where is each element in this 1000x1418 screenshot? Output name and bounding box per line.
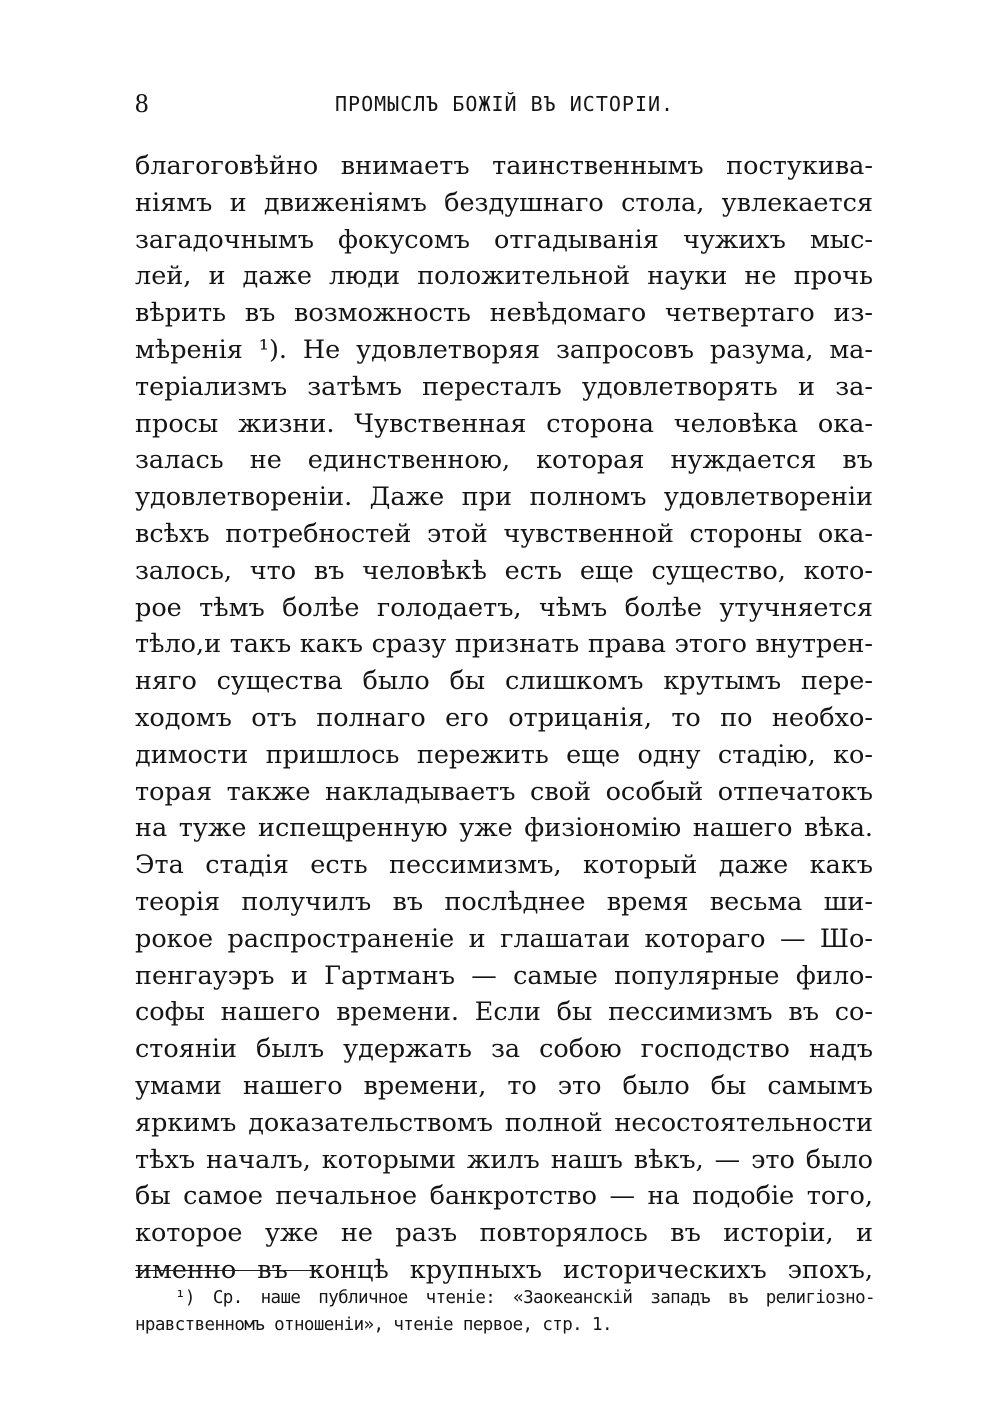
footnote-line: нравственномъ отношеніи», чтеніе первое, стр. 1.	[135, 1315, 612, 1335]
body-text	[135, 148, 873, 1289]
text-line: ходомъ отъ полнаго его отрицанія, то по необхо-	[135, 702, 873, 733]
footnote-line: ¹) Ср. наше публичное чтеніе: «Заокеанскій западъ въ религіозно-	[175, 1288, 875, 1308]
text-line: мѣренія ¹). Не удовлетворяя запросовъ разума, ма-	[135, 334, 873, 365]
text-line: Эта стадія есть пессимизмъ, который даже какъ	[135, 850, 873, 881]
running-head	[135, 88, 870, 118]
text-line: тѣло,и такъ какъ сразу признать права этого внутрен-	[135, 629, 873, 660]
text-line: лей, и даже люди положительной науки не прочь	[135, 261, 873, 292]
text-line: загадочнымъ фокусомъ отгадыванія чужихъ мыс-	[135, 224, 873, 255]
text-line: бы самое печальное банкротство — на подобіе того,	[135, 1181, 873, 1212]
text-line: рое тѣмъ болѣе голодаетъ, чѣмъ болѣе утучняется	[135, 592, 873, 623]
text-line: залось, что въ человѣкѣ есть еще существо, кото-	[135, 555, 873, 586]
text-line: просы жизни. Чувственная сторона человѣка ока-	[135, 408, 873, 439]
text-line: софы нашего времени. Если бы пессимизмъ въ со-	[135, 997, 873, 1028]
text-line: теріализмъ затѣмъ пересталъ удовлетворять и за-	[135, 371, 873, 402]
text-line: залась не единственною, которая нуждается въ	[135, 445, 873, 476]
text-line: рокое распространеніе и глашатаи котораго — Шо-	[135, 923, 873, 954]
text-line: яркимъ доказательствомъ полной несостоятельности	[135, 1107, 873, 1138]
page-number: 8	[135, 88, 149, 118]
text-line: удовлетвореніи. Даже при полномъ удовлетвореніи	[135, 482, 873, 513]
text-line: стояніи былъ удержать за собою господство надъ	[135, 1034, 873, 1065]
text-line: вѣрить въ возможность невѣдомаго четвертаго из-	[135, 298, 873, 329]
footnote-divider	[135, 1270, 320, 1271]
text-line: умами нашего времени, то это было бы самымъ	[135, 1070, 873, 1101]
text-line: димости пришлось пережить еще одну стадію, ко-	[135, 739, 873, 770]
footnotes	[135, 1285, 875, 1339]
text-line: благоговѣйно внимаетъ таинственнымъ постукива-	[135, 151, 873, 181]
text-line: тѣхъ началъ, которыми жилъ нашъ вѣкъ, — это было	[135, 1144, 873, 1175]
running-title: ПРОМЫСЛЪ БОЖІЙ ВЪ ИСТОРІИ.	[335, 92, 675, 116]
text-line: пенгауэръ и Гартманъ — самые популярные фило-	[135, 960, 873, 991]
text-line: именно въ концѣ крупныхъ историческихъ эпохъ,	[135, 1254, 873, 1285]
text-line: теорія получилъ въ послѣднее время весьма ши-	[135, 886, 873, 917]
text-line: ніямъ и движеніямъ бездушнаго стола, увлекается	[135, 187, 873, 218]
text-line: всѣхъ потребностей этой чувственной стороны ока-	[135, 518, 873, 549]
text-line: торая также накладываетъ свой особый отпечатокъ	[135, 776, 873, 807]
text-line: няго существа было бы слишкомъ крутымъ пере-	[135, 666, 873, 697]
text-line: которое уже не разъ повторялось въ исторіи, и	[135, 1218, 873, 1249]
text-line: на туже испещренную уже физіономію нашего вѣка.	[135, 813, 873, 844]
